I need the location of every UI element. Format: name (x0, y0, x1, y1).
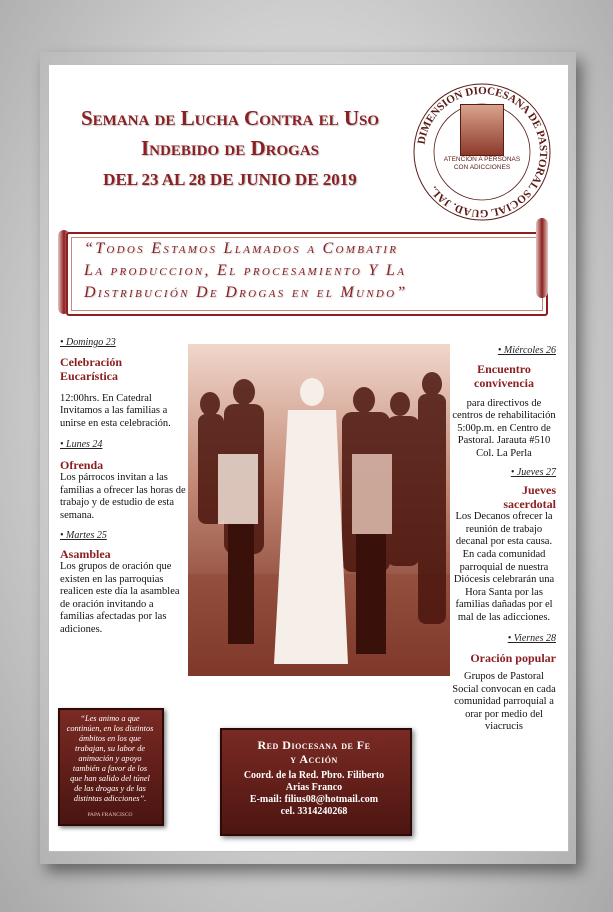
body-jueves: Los Decanos ofrecer la reunión de trabajo decanal por esta causa. En cada comunidad parroquial de nuestra Diócesis celebrarán una Hora Santa por las familias dañadas por el mal de las adicciones. (453, 511, 555, 623)
title-line-2: Indebido de Drogas (140, 136, 320, 160)
seal-caption-2: CON ADICCIONES (453, 164, 511, 171)
day-jueves: • Jueves 27 (510, 466, 556, 478)
head-jueves: Jueves (522, 483, 556, 498)
day-lunes: • Lunes 24 (60, 439, 103, 451)
scroll-roll-right (536, 218, 548, 298)
day-domingo: • Domingo 23 (60, 337, 116, 348)
left-column (60, 337, 188, 637)
head-oracion-popular: Oración popular (470, 651, 556, 666)
head-eucaristica: Eucarística (60, 368, 118, 383)
banner-text (84, 238, 534, 304)
head-encuentro: Encuentro (477, 361, 531, 376)
pope-quote-text: “Les animo a que continúen, en los distintos ámbitos en los que trabajan, su labor de animación y apoyo también a favor de los que han salido del túnel de las drogas y de las distintas adicciones”. (66, 714, 154, 803)
contact-email[interactable]: E-mail: filius08@hotmail.com (249, 794, 379, 805)
right-column (452, 345, 556, 734)
head-celebracion: Celebración (60, 354, 122, 369)
head-convivencia: convivencia (474, 375, 534, 390)
crucifix-icon (460, 104, 504, 156)
pope-quote-author: PAPA FRANCISCO (87, 812, 133, 818)
banner-line-1: “Todos Estamos Llamados a Combatir (84, 240, 399, 257)
org-name-2: y Acción (290, 752, 338, 766)
org-name-1: Red Diocesana de Fe (257, 738, 371, 752)
head-ofrenda: Ofrenda (60, 457, 104, 472)
body-lunes: Los párrocos invitan a las familias a ofrecer las horas de trabajo y de estudio de esta semana. (60, 471, 186, 521)
day-viernes: • Viernes 28 (507, 632, 556, 644)
coordinator-line-2: Arias Franco (285, 782, 343, 793)
pope-march-photo (188, 344, 450, 676)
event-dates: DEL 23 AL 28 DE JUNIO DE 2019 (103, 170, 357, 189)
body-miercoles: para directivos de centros de rehabilitación 5:00p.m. en Centro de Pastoral. Jarauta #510 Col. La Perla (452, 397, 556, 459)
head-asamblea: Asamblea (60, 546, 111, 561)
coordinator-line-1: Coord. de la Red. Pbro. Filiberto (243, 770, 385, 781)
seal-caption-1: ATENCION A PERSONAS (443, 156, 521, 163)
head-sacerdotal: sacerdotal (503, 497, 556, 512)
pastoral-seal-logo (412, 82, 552, 222)
seal-ring-text: DIMENSION DIOCESANA DE PASTORAL SOCIAL GUAD. JAL. (415, 84, 550, 220)
day-martes: • Martes 25 (60, 530, 107, 542)
contact-phone: cel. 3314240268 (280, 806, 348, 817)
banner-line-3: Distribución De Drogas en el Mundo” (84, 284, 408, 301)
day-miercoles: • Miércoles 26 (497, 345, 556, 356)
body-viernes: Grupos de Pastoral Social convocan en cada comunidad parroquial a orar por medio del viacrucis (452, 671, 556, 733)
body-martes: Los grupos de oración que existen en las parroquias realicen este día la asamblea de oración invitando a familias afectadas por las adiciones. (60, 560, 180, 635)
banner-line-2: La produccion, El procesamiento Y La (84, 262, 407, 279)
body-domingo: 12:00hrs. En Catedral Invitamos a las familias a unirse en esta celebración. (60, 392, 171, 429)
title-line-1: Semana de Lucha Contra el Uso (80, 106, 380, 130)
